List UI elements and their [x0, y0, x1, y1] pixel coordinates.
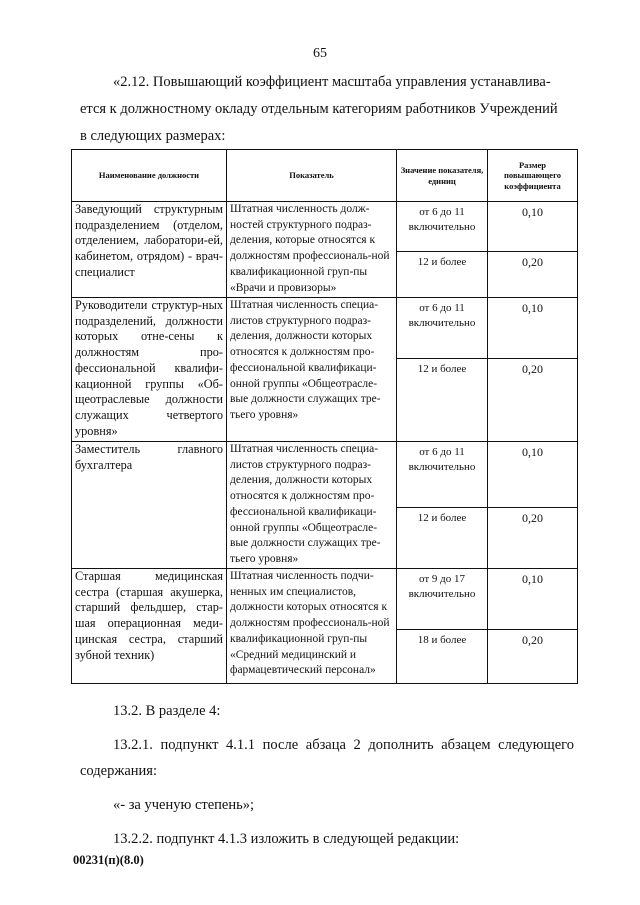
header-indicator: Показатель [227, 150, 397, 202]
intro-line-2: ется к должностному окладу отдельным категориям работников Учреждений [80, 101, 558, 117]
coefficient-cell: 0,10 [488, 442, 578, 508]
indicator-cell: Штатная численность подчи-ненных им специалистов, должности которых относятся к должностям профессиональ-ной квалификационной груп-пы «Средний медицинский и фармацевтический персонал» [227, 569, 397, 684]
value-cell: 18 и более [397, 630, 488, 684]
body-text [80, 698, 574, 852]
table-header-row [72, 150, 578, 202]
indicator-cell: Штатная численность долж-ностей структурного подраз-деления, которые относятся к должностям профессиональ-ной квалификационной груп-пы «Врачи и провизоры» [227, 202, 397, 298]
value-cell: от 6 до 11 включительно [397, 298, 488, 359]
coefficient-cell: 0,20 [488, 508, 578, 569]
paragraph-13-2-1: 13.2.1. подпункт 4.1.1 после абзаца 2 дополнить абзацем следующего содержания: [80, 737, 574, 779]
document-code: 00231(п)(8.0) [73, 853, 144, 867]
coefficient-cell: 0,10 [488, 569, 578, 630]
value-cell: 12 и более [397, 252, 488, 298]
paragraph-13-2-2: 13.2.2. подпункт 4.1.3 изложить в следующей редакции: [113, 831, 460, 847]
table-row [72, 202, 578, 252]
value-cell: от 9 до 17 включительно [397, 569, 488, 630]
table-row [72, 442, 578, 508]
intro-line-1: «2.12. Повышающий коэффициент масштаба управления устанавлива- [113, 74, 551, 90]
intro-paragraph [80, 69, 574, 150]
indicator-cell: Штатная численность специа-листов структурного подраз-деления, должности которых относятся к должностям про-фессиональной квалификаци-онной группы «Общеотрасле-вые должности служащих тре-тьего уровня» [227, 442, 397, 569]
value-cell: от 6 до 11 включительно [397, 442, 488, 508]
position-cell: Старшая медицинская сестра (старшая акушерка, старший фельдшер, стар-шая операционная меди-цинская сестра, старший зубной техник) [72, 569, 227, 684]
intro-line-3: в следующих размерах: [80, 128, 226, 144]
coefficient-cell: 0,20 [488, 630, 578, 684]
coefficient-cell: 0,20 [488, 252, 578, 298]
header-value: Значение показателя, единиц [397, 150, 488, 202]
paragraph-quote: «- за ученую степень»; [113, 797, 254, 813]
value-cell: 12 и более [397, 508, 488, 569]
indicator-cell: Штатная численность специа-листов структурного подраз-деления, должности которых относятся к должностям про-фессиональной квалификаци-онной группы «Общеотрасле-вые должности служащих тре-тьего уровня» [227, 298, 397, 442]
table-row [72, 569, 578, 630]
table-row [72, 298, 578, 359]
value-cell: от 6 до 11 включительно [397, 202, 488, 252]
value-cell: 12 и более [397, 359, 488, 442]
position-cell: Руководители структур-ных подразделений, должности которых отне-сены к должностям про-фессиональной квалифи-кационной группы «Об-щеотраслевые должности служащих четвертого уровня» [72, 298, 227, 442]
position-cell: Заведующий структурным подразделением (отделом, отделением, лаборатори-ей, кабинетом, отрядом) - врач-специалист [72, 202, 227, 298]
coefficient-table [71, 149, 578, 684]
coefficient-cell: 0,10 [488, 298, 578, 359]
coefficient-cell: 0,20 [488, 359, 578, 442]
paragraph-13-2: 13.2. В разделе 4: [113, 703, 221, 719]
header-coefficient: Размер повышающего коэффициента [488, 150, 578, 202]
coefficient-cell: 0,10 [488, 202, 578, 252]
position-cell: Заместитель главного бухгалтера [72, 442, 227, 569]
page-number: 65 [313, 46, 327, 61]
header-position: Наименование должности [72, 150, 227, 202]
